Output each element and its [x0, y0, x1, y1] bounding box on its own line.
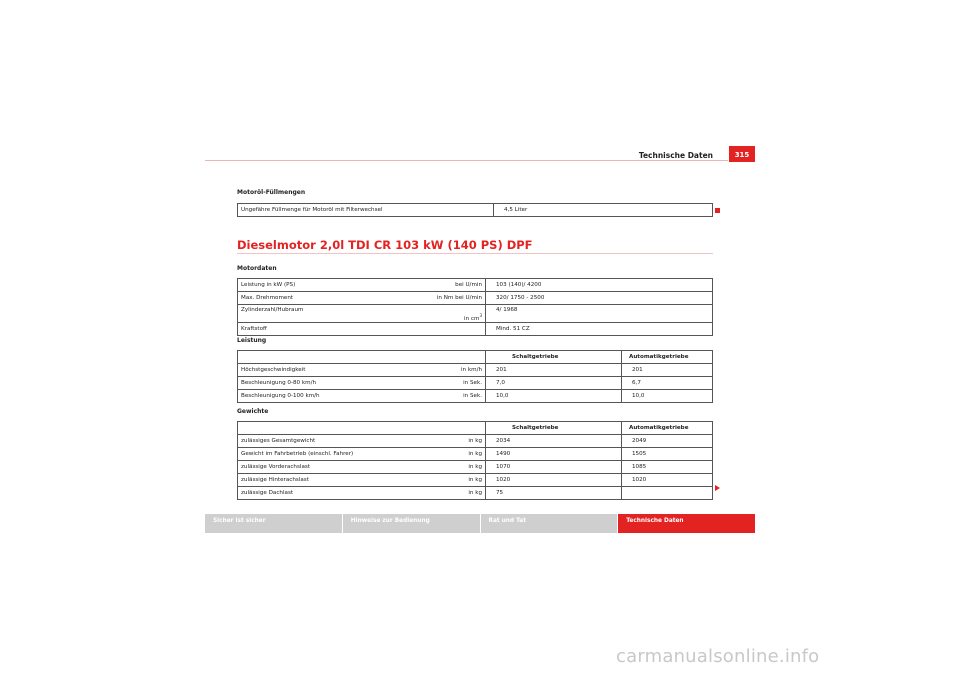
table-cell-label: zulässige Hinterachslast	[238, 474, 395, 487]
section-label-gewichte: Gewichte	[237, 408, 269, 415]
table-row	[238, 204, 713, 217]
table-cell-value	[622, 487, 713, 500]
table-cell-value: 1085	[622, 461, 713, 474]
table-cell-value: 103 (140)/ 4200	[486, 279, 713, 292]
table-header-cell	[394, 351, 486, 364]
table-row	[238, 435, 713, 448]
table-row	[238, 461, 713, 474]
table-cell-unit: in kg	[394, 461, 486, 474]
table-cell-value: 7,0	[486, 377, 622, 390]
footer-tab-rat-und-tat[interactable]: Rat und Tat	[481, 514, 619, 533]
table-header-cell	[238, 422, 395, 435]
table-header-row	[238, 422, 713, 435]
oil-table	[237, 203, 713, 217]
table-cell-value: 201	[622, 364, 713, 377]
table-row	[238, 377, 713, 390]
table-cell-unit: in kg	[394, 448, 486, 461]
watermark: carmanualsonline.info	[616, 646, 820, 667]
table-cell-unit: in Sek.	[394, 377, 486, 390]
engine-heading: Dieselmotor 2,0l TDI CR 103 kW (140 PS) DPF	[237, 238, 533, 252]
page-number-badge: 315	[729, 146, 755, 162]
table-cell-label: Ungefähre Füllmenge für Motoröl mit Filterwechsel	[238, 204, 494, 217]
table-cell-value: 10,0	[622, 390, 713, 403]
table-cell-unit	[394, 323, 486, 336]
table-cell-unit: in kg	[394, 487, 486, 500]
table-cell-value: 201	[486, 364, 622, 377]
table-row	[238, 279, 713, 292]
table-cell-label: zulässiges Gesamtgewicht	[238, 435, 395, 448]
table-row	[238, 323, 713, 336]
table-cell-label: zulässige Dachlast	[238, 487, 395, 500]
table-row	[238, 364, 713, 377]
table-row	[238, 305, 713, 323]
table-cell-value: 75	[486, 487, 622, 500]
page-title: Technische Daten	[638, 151, 713, 160]
table-cell-unit: in kg	[394, 435, 486, 448]
heading-rule	[237, 253, 713, 254]
unit-text: in cm	[464, 316, 480, 322]
table-cell-unit: bei U/min	[394, 279, 486, 292]
table-cell-label: Gewicht im Fahrbetrieb (einschl. Fahrer)	[238, 448, 395, 461]
continue-arrow-icon	[715, 485, 720, 491]
table-cell-value: 1490	[486, 448, 622, 461]
table-header-cell	[238, 351, 395, 364]
footer-tab-technische-daten[interactable]: Technische Daten	[618, 514, 755, 533]
table-row	[238, 448, 713, 461]
table-cell-unit: in km/h	[394, 364, 486, 377]
table-cell-value: 1020	[622, 474, 713, 487]
motordaten-table	[237, 278, 713, 336]
header-rule	[205, 160, 728, 161]
table-cell-label: zulässige Vorderachslast	[238, 461, 395, 474]
table-cell-unit	[394, 305, 486, 323]
table-cell-label: Zylinderzahl/Hubraum	[238, 305, 395, 323]
table-cell-value: 1070	[486, 461, 622, 474]
table-cell-value: 1020	[486, 474, 622, 487]
table-row	[238, 487, 713, 500]
column-header-schaltgetriebe: Schaltgetriebe	[486, 422, 622, 435]
table-cell-label: Beschleunigung 0-80 km/h	[238, 377, 395, 390]
table-row	[238, 474, 713, 487]
unit-superscript: 3	[479, 313, 482, 318]
table-cell-value: 2049	[622, 435, 713, 448]
table-header-row	[238, 351, 713, 364]
gewichte-table	[237, 421, 713, 500]
column-header-schaltgetriebe: Schaltgetriebe	[486, 351, 622, 364]
table-cell-value: 6,7	[622, 377, 713, 390]
section-end-marker-icon	[715, 208, 720, 213]
table-cell-label: Max. Drehmoment	[238, 292, 395, 305]
table-cell-value: Mind. 51 CZ	[486, 323, 713, 336]
section-label-oil: Motoröl-Füllmengen	[237, 189, 306, 196]
table-row	[238, 292, 713, 305]
table-cell-unit: in kg	[394, 474, 486, 487]
section-label-motordaten: Motordaten	[237, 265, 277, 272]
table-cell-value: 4,5 Liter	[494, 204, 713, 217]
table-row	[238, 390, 713, 403]
table-cell-label: Höchstgeschwindigkeit	[238, 364, 395, 377]
table-header-cell	[394, 422, 486, 435]
table-cell-value: 1505	[622, 448, 713, 461]
table-cell-unit: in Sek.	[394, 390, 486, 403]
column-header-automatikgetriebe: Automatikgetriebe	[622, 351, 713, 364]
section-label-leistung: Leistung	[237, 337, 267, 344]
table-cell-unit: in Nm bei U/min	[394, 292, 486, 305]
table-cell-value: 320/ 1750 - 2500	[486, 292, 713, 305]
table-cell-value: 4/ 1968	[486, 305, 713, 323]
footer-tab-hinweise[interactable]: Hinweise zur Bedienung	[343, 514, 481, 533]
footer-tab-sicher[interactable]: Sicher ist sicher	[205, 514, 343, 533]
table-cell-value: 10,0	[486, 390, 622, 403]
table-cell-label: Leistung in kW (PS)	[238, 279, 395, 292]
leistung-table	[237, 350, 713, 403]
column-header-automatikgetriebe: Automatikgetriebe	[622, 422, 713, 435]
table-cell-label: Beschleunigung 0-100 km/h	[238, 390, 395, 403]
table-cell-value: 2034	[486, 435, 622, 448]
table-cell-label: Kraftstoff	[238, 323, 395, 336]
footer-nav	[205, 514, 755, 533]
